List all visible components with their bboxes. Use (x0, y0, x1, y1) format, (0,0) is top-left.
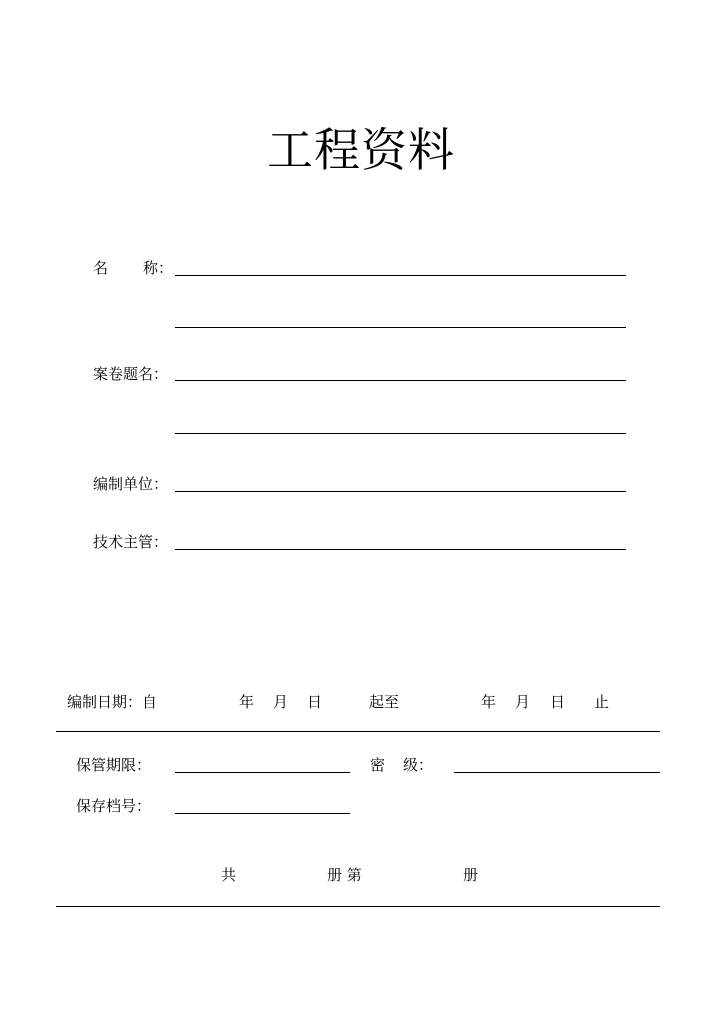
date-month-2: 月 (515, 693, 531, 711)
volume-current-suffix: 册 (463, 866, 479, 884)
volume-total-prefix: 共 (221, 866, 237, 884)
case-title-field-line-2[interactable] (175, 433, 626, 434)
unit-label: 编制单位： (93, 475, 169, 493)
document-title: 工程资料 (267, 123, 455, 177)
date-end: 止 (594, 693, 610, 711)
secret-level-label-first-char: 密 (370, 756, 386, 774)
date-year-2: 年 (481, 693, 497, 711)
volume-total-suffix: 册 第 (327, 866, 362, 884)
name-field-line-2[interactable] (175, 327, 626, 328)
name-field-line-1[interactable] (175, 275, 626, 276)
archive-number-label: 保存档号： (76, 797, 152, 815)
secret-level-field-line[interactable] (454, 772, 660, 773)
date-label: 编制日期：自 (67, 693, 158, 711)
retention-period-label: 保管期限： (76, 756, 152, 774)
case-title-label: 案卷题名： (93, 365, 169, 383)
unit-field-line[interactable] (175, 491, 626, 492)
supervisor-label: 技术主管： (93, 533, 169, 551)
archive-number-field-line[interactable] (175, 813, 350, 814)
date-day-2: 日 (550, 693, 566, 711)
case-title-field-line-1[interactable] (175, 380, 626, 381)
date-section-divider (56, 731, 660, 732)
name-label-second-char: 称： (143, 259, 174, 277)
name-label-first-char: 名 (93, 259, 109, 277)
secret-level-label-second-char: 级： (403, 756, 434, 774)
date-from-to: 起至 (369, 693, 400, 711)
date-year-1: 年 (239, 693, 255, 711)
date-day-1: 日 (307, 693, 323, 711)
date-month-1: 月 (273, 693, 289, 711)
supervisor-field-line[interactable] (175, 549, 626, 550)
retention-period-field-line[interactable] (175, 772, 350, 773)
bottom-divider (56, 906, 660, 907)
